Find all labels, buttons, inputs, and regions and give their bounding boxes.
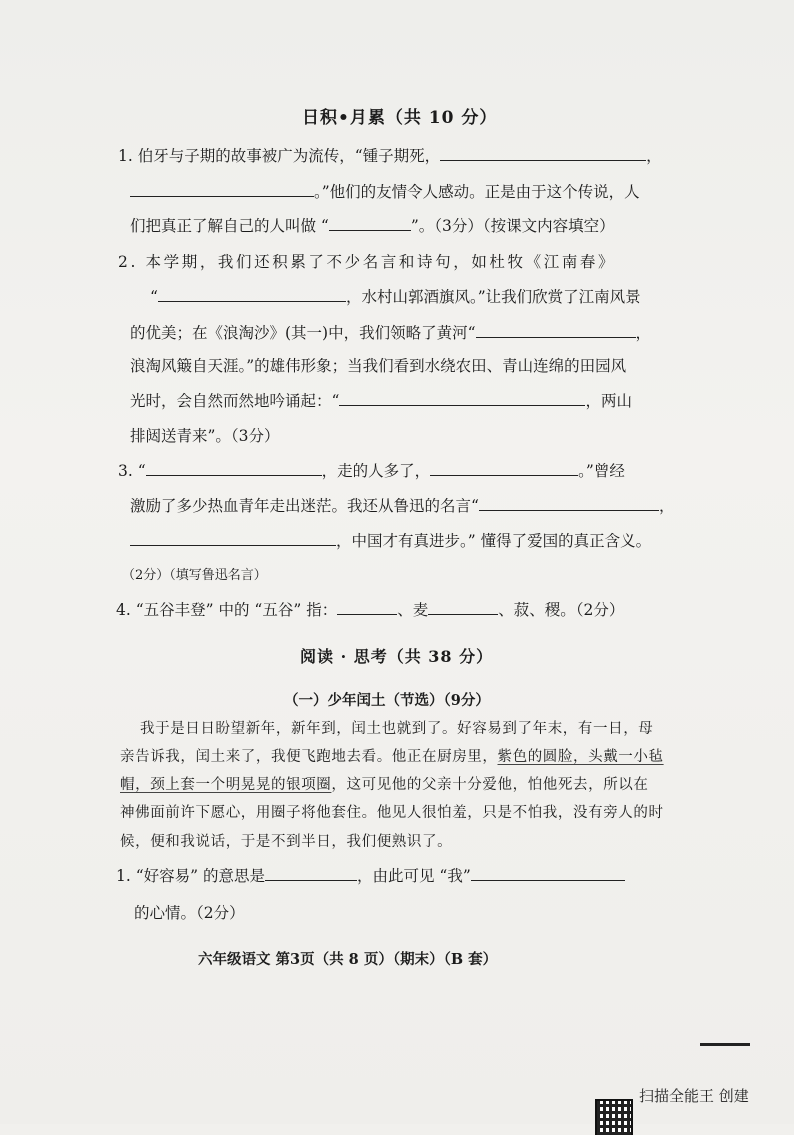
underlined-text: 帽，颈上套一个明晃晃的银项圈 [120,777,332,793]
punct: ， [658,497,675,515]
scan-mark [700,1043,750,1046]
question-1-text: 1. 伯牙与子期的故事被广为流传，“锺子期死， [118,147,441,165]
question-3-line-3 [130,531,651,551]
reading-question-text: ，由此可见 “我” [357,867,471,885]
answer-blank[interactable] [146,461,322,476]
question-3-line-1 [118,461,625,481]
question-2-text: 的优美；在《浪淘沙》(其一)中，我们领略了黄河“ [130,324,476,342]
watermark-app-name: 扫描全能王 [639,1087,715,1105]
answer-blank[interactable] [337,600,397,615]
question-2-text: ，两山 [585,392,632,410]
reading-question-text: 1. “好容易” 的意思是 [116,867,265,885]
question-2-line-4: 浪淘风簸自天涯。”的雄伟形象；当我们看到水绕农田、青山连绵的田园风 [130,357,627,375]
reading-question-1-line-2: 的心情。（2分） [134,904,245,922]
question-1-text: 们把真正了解自己的人叫做 “ [130,217,329,235]
answer-blank[interactable] [430,461,578,476]
watermark-action: 创建 [718,1087,749,1105]
question-1-line-1 [118,146,662,166]
question-3-text: ，走的人多了， [321,462,431,480]
question-2-text: 2. 本学期，我们还积累了不少名言和诗句，如杜牧《江南春》 [118,253,617,271]
punct: ， [646,147,662,165]
question-2-line-5 [130,391,632,411]
answer-blank[interactable] [339,391,585,406]
underlined-text: 紫色的圆脸，头戴一小毡 [497,749,664,765]
question-4-text: 4. “五谷丰登” 中的 “五谷” 指： [116,601,338,619]
answer-blank[interactable] [130,531,336,546]
passage-subtitle: （一）少年闰土（节选）（9分） [284,692,490,709]
page-footer: 六年级语文 第3页（共 8 页）（期末）（B 套） [198,951,498,968]
question-1-line-3 [130,216,615,236]
passage-line-5: 候，便和我说话，于是不到半日，我们便熟识了。 [120,834,453,850]
question-3-text: ，中国才有真进步。” 懂得了爱国的真正含义。 [336,532,652,550]
answer-blank[interactable] [476,323,636,338]
passage-line-3 [120,775,649,795]
answer-blank[interactable] [329,216,411,231]
question-2-text: ，水村山郭酒旗风。”让我们欣赏了江南风景 [345,288,641,306]
scanner-watermark [639,1085,749,1106]
passage-line-1: 我于是日日盼望新年，新年到，闰土也就到了。好容易到了年末，有一日，母 [140,721,654,737]
passage-line-2 [120,747,664,767]
question-3-line-2 [130,496,674,516]
question-2-text: 光时，会自然而然地吟诵起：“ [130,392,340,410]
answer-blank[interactable] [471,866,625,881]
punct: “ [150,288,158,306]
answer-blank[interactable] [440,146,646,161]
question-3-text: 3. “ [118,462,146,480]
answer-blank[interactable] [130,182,314,197]
passage-text: ，这可见他的父亲十分爱他，怕他死去，所以在 [331,777,649,793]
question-2-line-3 [130,323,651,343]
reading-question-1-line-1 [116,866,625,886]
question-4-text: 、麦 [397,601,429,619]
question-3-line-4: （2分）（填写鲁迅名言） [122,568,267,583]
question-1-text: ”。（3分）（按课文内容填空） [410,217,615,235]
question-3-text: 激励了多少热血青年走出迷茫。我还从鲁迅的名言“ [130,497,479,515]
question-1-line-2 [130,182,640,202]
punct: ， [635,324,652,342]
answer-blank[interactable] [265,866,357,881]
question-3-text: 。”曾经 [578,462,625,480]
answer-blank[interactable] [158,287,346,302]
question-2-line-6: 排闼送青来”。（3分） [130,427,280,445]
section-title-accumulation: 日积•月累（共 10 分） [302,108,498,128]
question-2-line-2 [150,287,641,307]
passage-line-4: 神佛面前许下愿心，用圈子将他套住。他见人很怕羞，只是不怕我，没有旁人的时 [120,805,664,821]
question-4 [116,600,624,620]
answer-blank[interactable] [479,496,659,511]
qr-code-icon [597,1101,631,1135]
question-2-line-1 [118,252,616,272]
question-4-text: 、菽、稷。（2分） [498,601,625,619]
answer-blank[interactable] [428,600,498,615]
question-1-text: 。”他们的友情令人感动。正是由于这个传说，人 [314,183,640,201]
passage-text: 亲告诉我，闰土来了，我便飞跑地去看。他正在厨房里， [120,749,498,765]
section-title-reading: 阅读 · 思考（共 38 分） [300,647,494,666]
